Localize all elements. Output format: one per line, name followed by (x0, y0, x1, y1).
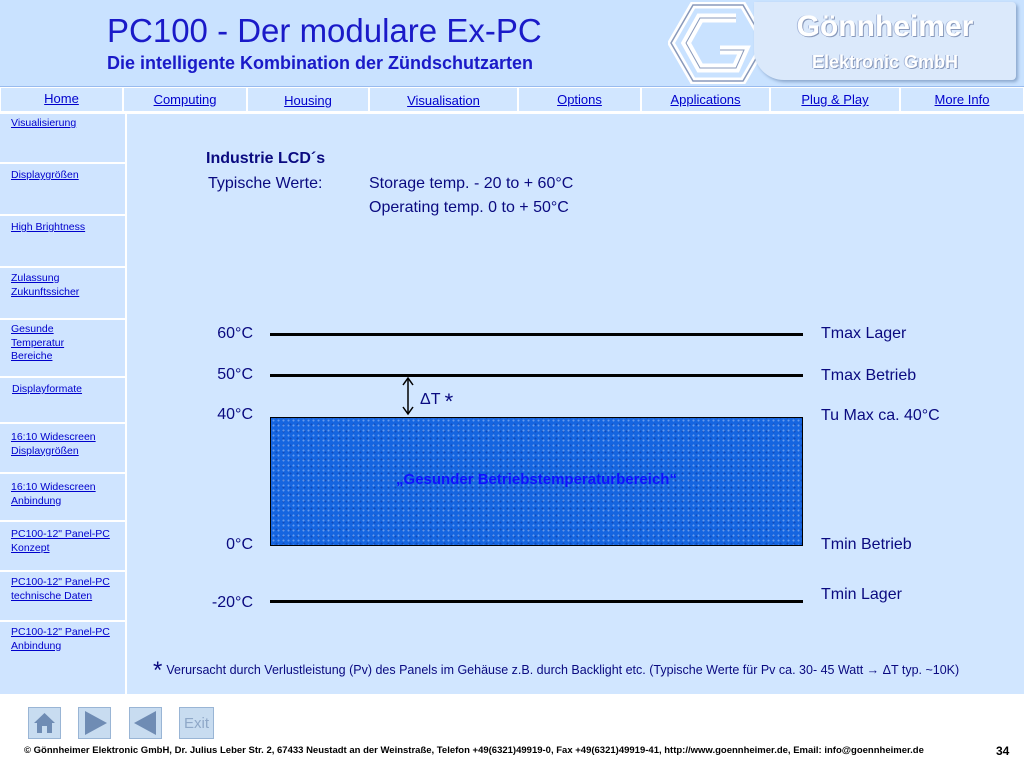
sidebar-item-label: Zulassung Zukunftssicher (11, 272, 80, 298)
page-subtitle: Die intelligente Kombination der Zündschutzarten (107, 53, 534, 73)
sidebar-item-displaygroessen[interactable] (0, 164, 125, 216)
sidebar-item-displayformate[interactable] (0, 378, 125, 424)
nav-home[interactable]: Home (0, 87, 123, 112)
footer-text: © Gönnheimer Elektronic GmbH, Dr. Julius Leber Str. 2, 67433 Neustadt an der Weinstraße, Telefon +49(6321)49919-0, Fax +49(6321)49919-41, http://www.goennheimer.de, Email: info@goennheimer.de (24, 745, 924, 756)
typical-values-label: Typische Werte: (208, 175, 323, 192)
sidebar-item-zulassung[interactable] (0, 268, 125, 320)
footnote (153, 657, 959, 685)
page-number: 34 (996, 744, 1010, 758)
sidebar-item-label: Visualisierung (11, 117, 77, 129)
footnote-star: * (153, 657, 163, 684)
nav-computing[interactable]: Computing (123, 87, 247, 112)
level-line-minus20 (270, 600, 803, 603)
temp-label-0: 0°C (226, 536, 253, 553)
section-heading: Industrie LCD´s (206, 150, 326, 167)
temp-label-50: 50°C (217, 366, 253, 383)
level-label-tmin-lager: Tmin Lager (821, 586, 902, 603)
sidebar-item-panel-pc-konzept[interactable] (0, 522, 125, 572)
delta-t-text: ΔT (420, 391, 441, 408)
play-left-icon (130, 708, 161, 738)
footnote-text: Verursacht durch Verlustleistung (Pv) des Panels im Gehäuse z.B. durch Backlight etc. (Typische Werte für Pv ca. 30- 45 Watt → ΔT typ. ~10K) (166, 663, 960, 677)
sidebar-item-gesunde-temperatur[interactable] (0, 320, 125, 378)
temp-label-minus20: -20°C (211, 594, 253, 611)
logo-subtitle: Elektronic GmbH (811, 52, 959, 72)
sidebar-item-label: PC100-12" Panel-PC technische Daten (11, 576, 110, 602)
exit-button[interactable]: Exit (179, 707, 214, 739)
sidebar-item-high-brightness[interactable] (0, 216, 125, 268)
previous-slide-button[interactable] (129, 707, 162, 739)
delta-t-star: * (444, 389, 454, 414)
level-label-tmin-betrieb: Tmin Betrieb (821, 536, 912, 553)
nav-plug-play[interactable]: Plug & Play (770, 87, 900, 112)
sidebar-item-label: Displaygrößen (11, 169, 79, 181)
level-label-tmax-lager: Tmax Lager (821, 325, 907, 342)
next-slide-button[interactable] (78, 707, 111, 739)
sidebar-item-label: Displayformate (12, 383, 83, 395)
sidebar-item-label: Gesunde Temperatur Bereiche (11, 323, 65, 362)
double-arrow-icon (399, 375, 419, 417)
storage-temp-text: Storage temp. - 20 to + 60°C (369, 175, 574, 192)
healthy-temperature-zone (270, 417, 803, 546)
operating-temp-text: Operating temp. 0 to + 50°C (369, 199, 569, 216)
zone-label: „Gesunder Betriebstemperaturbereich“ (396, 471, 677, 488)
main-content (127, 114, 1024, 694)
page-title: PC100 - Der modulare Ex-PC (107, 12, 542, 49)
sidebar-item-label: PC100-12" Panel-PC Konzept (11, 528, 110, 554)
sidebar-item-widescreen-anbindung[interactable] (0, 474, 125, 522)
nav-applications[interactable]: Applications (641, 87, 770, 112)
level-line-60 (270, 333, 803, 336)
sidebar-item-label: High Brightness (11, 221, 86, 233)
nav-housing[interactable]: Housing (247, 87, 369, 112)
sidebar-item-widescreen-displaygroessen[interactable] (0, 424, 125, 474)
nav-visualisation[interactable]: Visualisation (369, 87, 518, 112)
nav-more-info[interactable]: More Info (900, 87, 1024, 112)
play-right-icon (79, 708, 110, 738)
logo-name: Gönnheimer (796, 10, 974, 43)
level-label-tmax-betrieb: Tmax Betrieb (821, 367, 917, 384)
sidebar (0, 114, 125, 694)
home-icon (29, 708, 60, 738)
temp-label-60: 60°C (217, 325, 253, 342)
temp-label-40: 40°C (217, 406, 253, 423)
sidebar-item-label: 16:10 Widescreen Anbindung (11, 481, 96, 507)
header (0, 0, 1024, 87)
logo (754, 2, 1016, 80)
logo-g-icon (668, 2, 768, 84)
home-button[interactable] (28, 707, 61, 739)
sidebar-item-label: PC100-12" Panel-PC Anbindung (11, 626, 110, 652)
sidebar-item-label: 16:10 Widescreen Displaygrößen (11, 431, 96, 457)
delta-t-label (420, 389, 453, 415)
level-label-tu-max: Tu Max ca. 40°C (821, 407, 940, 424)
nav-options[interactable]: Options (518, 87, 641, 112)
sidebar-item-panel-pc-technische-daten[interactable] (0, 572, 125, 622)
sidebar-item-panel-pc-anbindung[interactable] (0, 622, 125, 694)
sidebar-item-visualisierung[interactable] (0, 114, 125, 164)
level-line-50 (270, 374, 803, 377)
top-nav (0, 87, 1024, 112)
